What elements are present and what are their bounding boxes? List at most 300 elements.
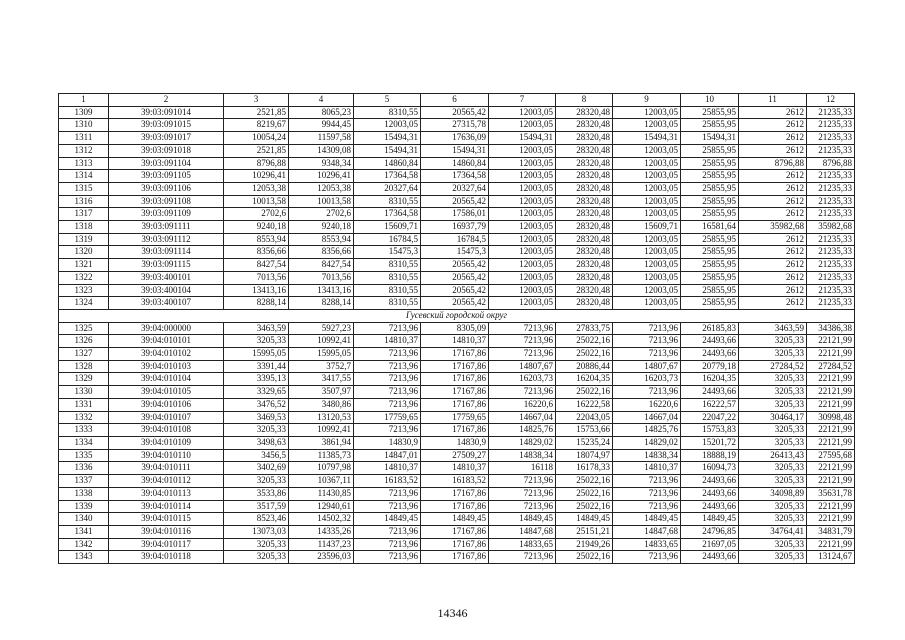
value-cell: 12053,38 — [224, 182, 289, 195]
value-cell: 2612 — [739, 259, 807, 272]
value-cell: 3205,33 — [224, 475, 289, 488]
value-cell: 25855,95 — [681, 170, 739, 183]
value-cell: 21949,26 — [556, 538, 613, 551]
value-cell: 14847,68 — [613, 525, 681, 538]
value-cell: 8523,46 — [224, 513, 289, 526]
value-cell: 24493,66 — [681, 500, 739, 513]
value-cell: 34098,89 — [739, 487, 807, 500]
value-cell: 16784,5 — [421, 233, 489, 246]
value-cell: 22121,99 — [807, 398, 855, 411]
value-cell: 7213,96 — [354, 398, 421, 411]
cadastral-number-cell: 39:03:091114 — [109, 246, 224, 259]
value-cell: 12003,05 — [613, 157, 681, 170]
value-cell: 12003,05 — [613, 259, 681, 272]
value-cell: 26413,43 — [739, 449, 807, 462]
value-cell: 9240,18 — [224, 221, 289, 234]
value-cell: 3533,86 — [224, 487, 289, 500]
value-cell: 25022,16 — [556, 386, 613, 399]
value-cell: 25855,95 — [681, 271, 739, 284]
value-cell: 3205,33 — [224, 538, 289, 551]
value-cell: 21235,33 — [807, 195, 855, 208]
cadastral-number-cell: 39:03:091015 — [109, 119, 224, 132]
value-cell: 18888,19 — [681, 449, 739, 462]
value-cell: 22121,99 — [807, 436, 855, 449]
table-row — [59, 551, 855, 564]
value-cell: 34831,79 — [807, 525, 855, 538]
row-number-cell: 1342 — [59, 538, 109, 551]
table-row — [59, 271, 855, 284]
value-cell: 21235,33 — [807, 208, 855, 221]
value-cell: 12003,05 — [489, 170, 556, 183]
value-cell: 21235,33 — [807, 246, 855, 259]
row-number-cell: 1339 — [59, 500, 109, 513]
column-header: 6 — [421, 94, 489, 107]
value-cell: 2612 — [739, 144, 807, 157]
column-header: 9 — [613, 94, 681, 107]
value-cell: 25855,95 — [681, 182, 739, 195]
value-cell: 12003,05 — [489, 246, 556, 259]
table-body-upper — [59, 106, 855, 309]
value-cell: 3205,33 — [739, 424, 807, 437]
cadastral-number-cell: 39:04:010115 — [109, 513, 224, 526]
value-cell: 11385,73 — [289, 449, 354, 462]
value-cell: 20779,18 — [681, 360, 739, 373]
value-cell: 27315,78 — [421, 119, 489, 132]
value-cell: 25855,95 — [681, 297, 739, 310]
value-cell: 28320,48 — [556, 259, 613, 272]
column-header: 3 — [224, 94, 289, 107]
value-cell: 25855,95 — [681, 246, 739, 259]
value-cell: 16222,58 — [556, 398, 613, 411]
value-cell: 10054,24 — [224, 132, 289, 145]
value-cell: 3205,33 — [224, 335, 289, 348]
value-cell: 22121,99 — [807, 424, 855, 437]
value-cell: 7213,96 — [489, 335, 556, 348]
value-cell: 15494,31 — [421, 144, 489, 157]
value-cell: 17167,86 — [421, 424, 489, 437]
table-row — [59, 525, 855, 538]
value-cell: 8427,54 — [289, 259, 354, 272]
value-cell: 16581,64 — [681, 221, 739, 234]
value-cell: 25855,95 — [681, 195, 739, 208]
row-number-cell: 1325 — [59, 322, 109, 335]
value-cell: 14667,04 — [489, 411, 556, 424]
value-cell: 8796,88 — [739, 157, 807, 170]
column-header: 11 — [739, 94, 807, 107]
table-row — [59, 373, 855, 386]
table-row — [59, 322, 855, 335]
value-cell: 12003,05 — [613, 297, 681, 310]
value-cell: 25855,95 — [681, 144, 739, 157]
value-cell: 3205,33 — [739, 335, 807, 348]
table-header-row — [59, 94, 855, 107]
value-cell: 22121,99 — [807, 462, 855, 475]
value-cell: 26185,83 — [681, 322, 739, 335]
value-cell: 16220,6 — [613, 398, 681, 411]
value-cell: 17586,01 — [421, 208, 489, 221]
value-cell: 25855,95 — [681, 284, 739, 297]
value-cell: 12003,05 — [489, 119, 556, 132]
value-cell: 14849,45 — [681, 513, 739, 526]
row-number-cell: 1315 — [59, 182, 109, 195]
value-cell: 21235,33 — [807, 170, 855, 183]
value-cell: 22121,99 — [807, 513, 855, 526]
value-cell: 28320,48 — [556, 284, 613, 297]
value-cell: 20886,44 — [556, 360, 613, 373]
value-cell: 14810,37 — [354, 462, 421, 475]
value-cell: 15475,3 — [421, 246, 489, 259]
value-cell: 20327,64 — [354, 182, 421, 195]
table-row — [59, 157, 855, 170]
value-cell: 3517,59 — [224, 500, 289, 513]
value-cell: 12003,05 — [489, 195, 556, 208]
value-cell: 16784,5 — [354, 233, 421, 246]
value-cell: 12003,05 — [489, 106, 556, 119]
value-cell: 24493,66 — [681, 335, 739, 348]
cadastral-number-cell: 39:03:091104 — [109, 157, 224, 170]
value-cell: 7213,96 — [613, 348, 681, 361]
value-cell: 14810,37 — [421, 335, 489, 348]
value-cell: 12003,05 — [613, 195, 681, 208]
value-cell: 14309,08 — [289, 144, 354, 157]
value-cell: 7213,96 — [489, 500, 556, 513]
value-cell: 28320,48 — [556, 233, 613, 246]
value-cell: 8310,55 — [354, 271, 421, 284]
value-cell: 14860,84 — [421, 157, 489, 170]
table-row — [59, 475, 855, 488]
value-cell: 14667,04 — [613, 411, 681, 424]
row-number-cell: 1340 — [59, 513, 109, 526]
column-header: 7 — [489, 94, 556, 107]
value-cell: 2612 — [739, 284, 807, 297]
value-cell: 25022,16 — [556, 335, 613, 348]
value-cell: 7213,96 — [489, 487, 556, 500]
value-cell: 3463,59 — [224, 322, 289, 335]
value-cell: 16222,57 — [681, 398, 739, 411]
value-cell: 15609,71 — [354, 221, 421, 234]
value-cell: 12003,05 — [613, 233, 681, 246]
value-cell: 25022,16 — [556, 487, 613, 500]
value-cell: 30998,48 — [807, 411, 855, 424]
value-cell: 2702,6 — [289, 208, 354, 221]
value-cell: 35631,78 — [807, 487, 855, 500]
value-cell: 15753,66 — [556, 424, 613, 437]
table-row — [59, 487, 855, 500]
cadastral-number-cell: 39:04:010117 — [109, 538, 224, 551]
value-cell: 3205,33 — [739, 551, 807, 564]
value-cell: 24493,66 — [681, 475, 739, 488]
value-cell: 14849,45 — [613, 513, 681, 526]
cadastral-number-cell: 39:04:010118 — [109, 551, 224, 564]
value-cell: 8310,55 — [354, 284, 421, 297]
value-cell: 20565,42 — [421, 297, 489, 310]
value-cell: 14807,67 — [613, 360, 681, 373]
value-cell: 17759,65 — [354, 411, 421, 424]
value-cell: 12003,05 — [354, 119, 421, 132]
row-number-cell: 1327 — [59, 348, 109, 361]
value-cell: 3205,33 — [224, 424, 289, 437]
value-cell: 3205,33 — [739, 398, 807, 411]
value-cell: 7213,96 — [613, 487, 681, 500]
table-row — [59, 348, 855, 361]
value-cell: 7213,96 — [354, 487, 421, 500]
value-cell: 24493,66 — [681, 487, 739, 500]
value-cell: 8427,54 — [224, 259, 289, 272]
value-cell: 15609,71 — [613, 221, 681, 234]
table-row — [59, 424, 855, 437]
value-cell: 7213,96 — [613, 386, 681, 399]
row-number-cell: 1338 — [59, 487, 109, 500]
value-cell: 12003,05 — [613, 119, 681, 132]
cadastral-number-cell: 39:04:010116 — [109, 525, 224, 538]
table-row — [59, 538, 855, 551]
row-number-cell: 1333 — [59, 424, 109, 437]
row-number-cell: 1332 — [59, 411, 109, 424]
row-number-cell: 1318 — [59, 221, 109, 234]
value-cell: 24493,66 — [681, 551, 739, 564]
table-row — [59, 246, 855, 259]
value-cell: 15753,83 — [681, 424, 739, 437]
value-cell: 15494,31 — [681, 132, 739, 145]
value-cell: 8796,88 — [224, 157, 289, 170]
cadastral-number-cell: 39:04:010102 — [109, 348, 224, 361]
value-cell: 8796,88 — [807, 157, 855, 170]
value-cell: 7213,96 — [489, 386, 556, 399]
table-row — [59, 411, 855, 424]
value-cell: 12003,05 — [489, 271, 556, 284]
value-cell: 8305,09 — [421, 322, 489, 335]
value-cell: 15494,31 — [489, 132, 556, 145]
value-cell: 15494,31 — [354, 132, 421, 145]
cadastral-number-cell: 39:03:400101 — [109, 271, 224, 284]
table-row — [59, 386, 855, 399]
value-cell: 7213,96 — [354, 500, 421, 513]
value-cell: 21235,33 — [807, 297, 855, 310]
value-cell: 14810,37 — [613, 462, 681, 475]
value-cell: 25855,95 — [681, 233, 739, 246]
table-row — [59, 170, 855, 183]
value-cell: 20565,42 — [421, 195, 489, 208]
value-cell: 13124,67 — [807, 551, 855, 564]
value-cell: 14807,67 — [489, 360, 556, 373]
value-cell: 16203,73 — [489, 373, 556, 386]
table-row — [59, 398, 855, 411]
value-cell: 14830,9 — [421, 436, 489, 449]
value-cell: 3476,52 — [224, 398, 289, 411]
value-cell: 17636,09 — [421, 132, 489, 145]
table-row — [59, 221, 855, 234]
value-cell: 14833,65 — [613, 538, 681, 551]
row-number-cell: 1317 — [59, 208, 109, 221]
value-cell: 22121,99 — [807, 475, 855, 488]
value-cell: 8065,23 — [289, 106, 354, 119]
value-cell: 28320,48 — [556, 106, 613, 119]
value-cell: 12053,38 — [289, 182, 354, 195]
column-header: 4 — [289, 94, 354, 107]
table-row — [59, 335, 855, 348]
value-cell: 28320,48 — [556, 208, 613, 221]
value-cell: 2612 — [739, 195, 807, 208]
row-number-cell: 1329 — [59, 373, 109, 386]
value-cell: 12003,05 — [613, 271, 681, 284]
row-number-cell: 1337 — [59, 475, 109, 488]
row-number-cell: 1324 — [59, 297, 109, 310]
value-cell: 7213,96 — [354, 348, 421, 361]
value-cell: 17167,86 — [421, 373, 489, 386]
value-cell: 8288,14 — [289, 297, 354, 310]
value-cell: 12003,05 — [613, 246, 681, 259]
value-cell: 22121,99 — [807, 386, 855, 399]
value-cell: 7213,96 — [489, 475, 556, 488]
value-cell: 28320,48 — [556, 132, 613, 145]
value-cell: 7213,96 — [354, 424, 421, 437]
value-cell: 3861,94 — [289, 436, 354, 449]
value-cell: 16183,52 — [354, 475, 421, 488]
table-row — [59, 132, 855, 145]
value-cell: 17167,86 — [421, 551, 489, 564]
row-number-cell: 1309 — [59, 106, 109, 119]
table-row — [59, 284, 855, 297]
value-cell: 7213,96 — [489, 322, 556, 335]
value-cell: 8310,55 — [354, 106, 421, 119]
value-cell: 21235,33 — [807, 182, 855, 195]
value-cell: 14825,76 — [613, 424, 681, 437]
value-cell: 3391,44 — [224, 360, 289, 373]
value-cell: 12003,05 — [489, 208, 556, 221]
value-cell: 21235,33 — [807, 144, 855, 157]
value-cell: 7213,96 — [613, 551, 681, 564]
table-row — [59, 208, 855, 221]
value-cell: 21235,33 — [807, 259, 855, 272]
table-row — [59, 259, 855, 272]
value-cell: 25855,95 — [681, 119, 739, 132]
value-cell: 7213,96 — [613, 500, 681, 513]
value-cell: 17167,86 — [421, 487, 489, 500]
cadastral-number-cell: 39:04:010104 — [109, 373, 224, 386]
value-cell: 21235,33 — [807, 106, 855, 119]
value-cell: 3402,69 — [224, 462, 289, 475]
value-cell: 12003,05 — [613, 106, 681, 119]
value-cell: 3205,33 — [739, 373, 807, 386]
value-cell: 13413,16 — [289, 284, 354, 297]
value-cell: 22121,99 — [807, 348, 855, 361]
value-cell: 17167,86 — [421, 348, 489, 361]
value-cell: 15494,31 — [354, 144, 421, 157]
value-cell: 28320,48 — [556, 271, 613, 284]
value-cell: 8553,94 — [224, 233, 289, 246]
table-body-lower — [59, 322, 855, 563]
table-row — [59, 106, 855, 119]
row-number-cell: 1330 — [59, 386, 109, 399]
value-cell: 11597,58 — [289, 132, 354, 145]
value-cell: 14829,02 — [613, 436, 681, 449]
value-cell: 14825,76 — [489, 424, 556, 437]
value-cell: 28320,48 — [556, 157, 613, 170]
row-number-cell: 1313 — [59, 157, 109, 170]
value-cell: 7213,96 — [354, 322, 421, 335]
value-cell: 13120,53 — [289, 411, 354, 424]
cadastral-number-cell: 39:04:010107 — [109, 411, 224, 424]
value-cell: 3205,33 — [739, 462, 807, 475]
value-cell: 25855,95 — [681, 106, 739, 119]
row-number-cell: 1311 — [59, 132, 109, 145]
value-cell: 14849,45 — [354, 513, 421, 526]
value-cell: 22121,99 — [807, 335, 855, 348]
cadastral-number-cell: 39:04:010111 — [109, 462, 224, 475]
column-header: 12 — [807, 94, 855, 107]
cadastral-number-cell: 39:03:091111 — [109, 221, 224, 234]
value-cell: 12003,05 — [613, 144, 681, 157]
column-header: 1 — [59, 94, 109, 107]
value-cell: 14833,65 — [489, 538, 556, 551]
value-cell: 2521,85 — [224, 106, 289, 119]
value-cell: 24493,66 — [681, 348, 739, 361]
value-cell: 27284,52 — [739, 360, 807, 373]
cadastral-number-cell: 39:03:091018 — [109, 144, 224, 157]
value-cell: 25855,95 — [681, 259, 739, 272]
row-number-cell: 1322 — [59, 271, 109, 284]
cadastral-number-cell: 39:04:010105 — [109, 386, 224, 399]
value-cell: 2612 — [739, 297, 807, 310]
value-cell: 10992,41 — [289, 424, 354, 437]
value-cell: 25022,16 — [556, 551, 613, 564]
value-cell: 28320,48 — [556, 221, 613, 234]
value-cell: 11437,23 — [289, 538, 354, 551]
value-cell: 14830,9 — [354, 436, 421, 449]
value-cell: 3205,33 — [739, 513, 807, 526]
value-cell: 14849,45 — [421, 513, 489, 526]
value-cell: 5927,23 — [289, 322, 354, 335]
value-cell: 2702,6 — [224, 208, 289, 221]
value-cell: 17759,65 — [421, 411, 489, 424]
value-cell: 12003,05 — [489, 221, 556, 234]
value-cell: 17167,86 — [421, 386, 489, 399]
cadastral-number-cell: 39:03:400104 — [109, 284, 224, 297]
value-cell: 20565,42 — [421, 271, 489, 284]
cadastral-number-cell: 39:03:091109 — [109, 208, 224, 221]
value-cell: 24493,66 — [681, 386, 739, 399]
value-cell: 17167,86 — [421, 398, 489, 411]
value-cell: 17167,86 — [421, 525, 489, 538]
row-number-cell: 1310 — [59, 119, 109, 132]
cadastral-number-cell: 39:04:010109 — [109, 436, 224, 449]
value-cell: 16094,73 — [681, 462, 739, 475]
value-cell: 3469,53 — [224, 411, 289, 424]
cadastral-number-cell: 39:04:010110 — [109, 449, 224, 462]
value-cell: 12003,05 — [613, 284, 681, 297]
table-row — [59, 182, 855, 195]
value-cell: 3456,5 — [224, 449, 289, 462]
value-cell: 22047,22 — [681, 411, 739, 424]
value-cell: 3463,59 — [739, 322, 807, 335]
value-cell: 28320,48 — [556, 195, 613, 208]
value-cell: 25151,21 — [556, 525, 613, 538]
row-number-cell: 1326 — [59, 335, 109, 348]
value-cell: 21235,33 — [807, 132, 855, 145]
value-cell: 7213,96 — [354, 525, 421, 538]
value-cell: 17167,86 — [421, 360, 489, 373]
value-cell: 35982,68 — [739, 221, 807, 234]
value-cell: 14502,32 — [289, 513, 354, 526]
value-cell: 34764,41 — [739, 525, 807, 538]
value-cell: 8310,55 — [354, 259, 421, 272]
value-cell: 2612 — [739, 271, 807, 284]
value-cell: 8310,55 — [354, 195, 421, 208]
table-row — [59, 233, 855, 246]
value-cell: 14829,02 — [489, 436, 556, 449]
value-cell: 7213,96 — [354, 373, 421, 386]
value-cell: 14335,26 — [289, 525, 354, 538]
